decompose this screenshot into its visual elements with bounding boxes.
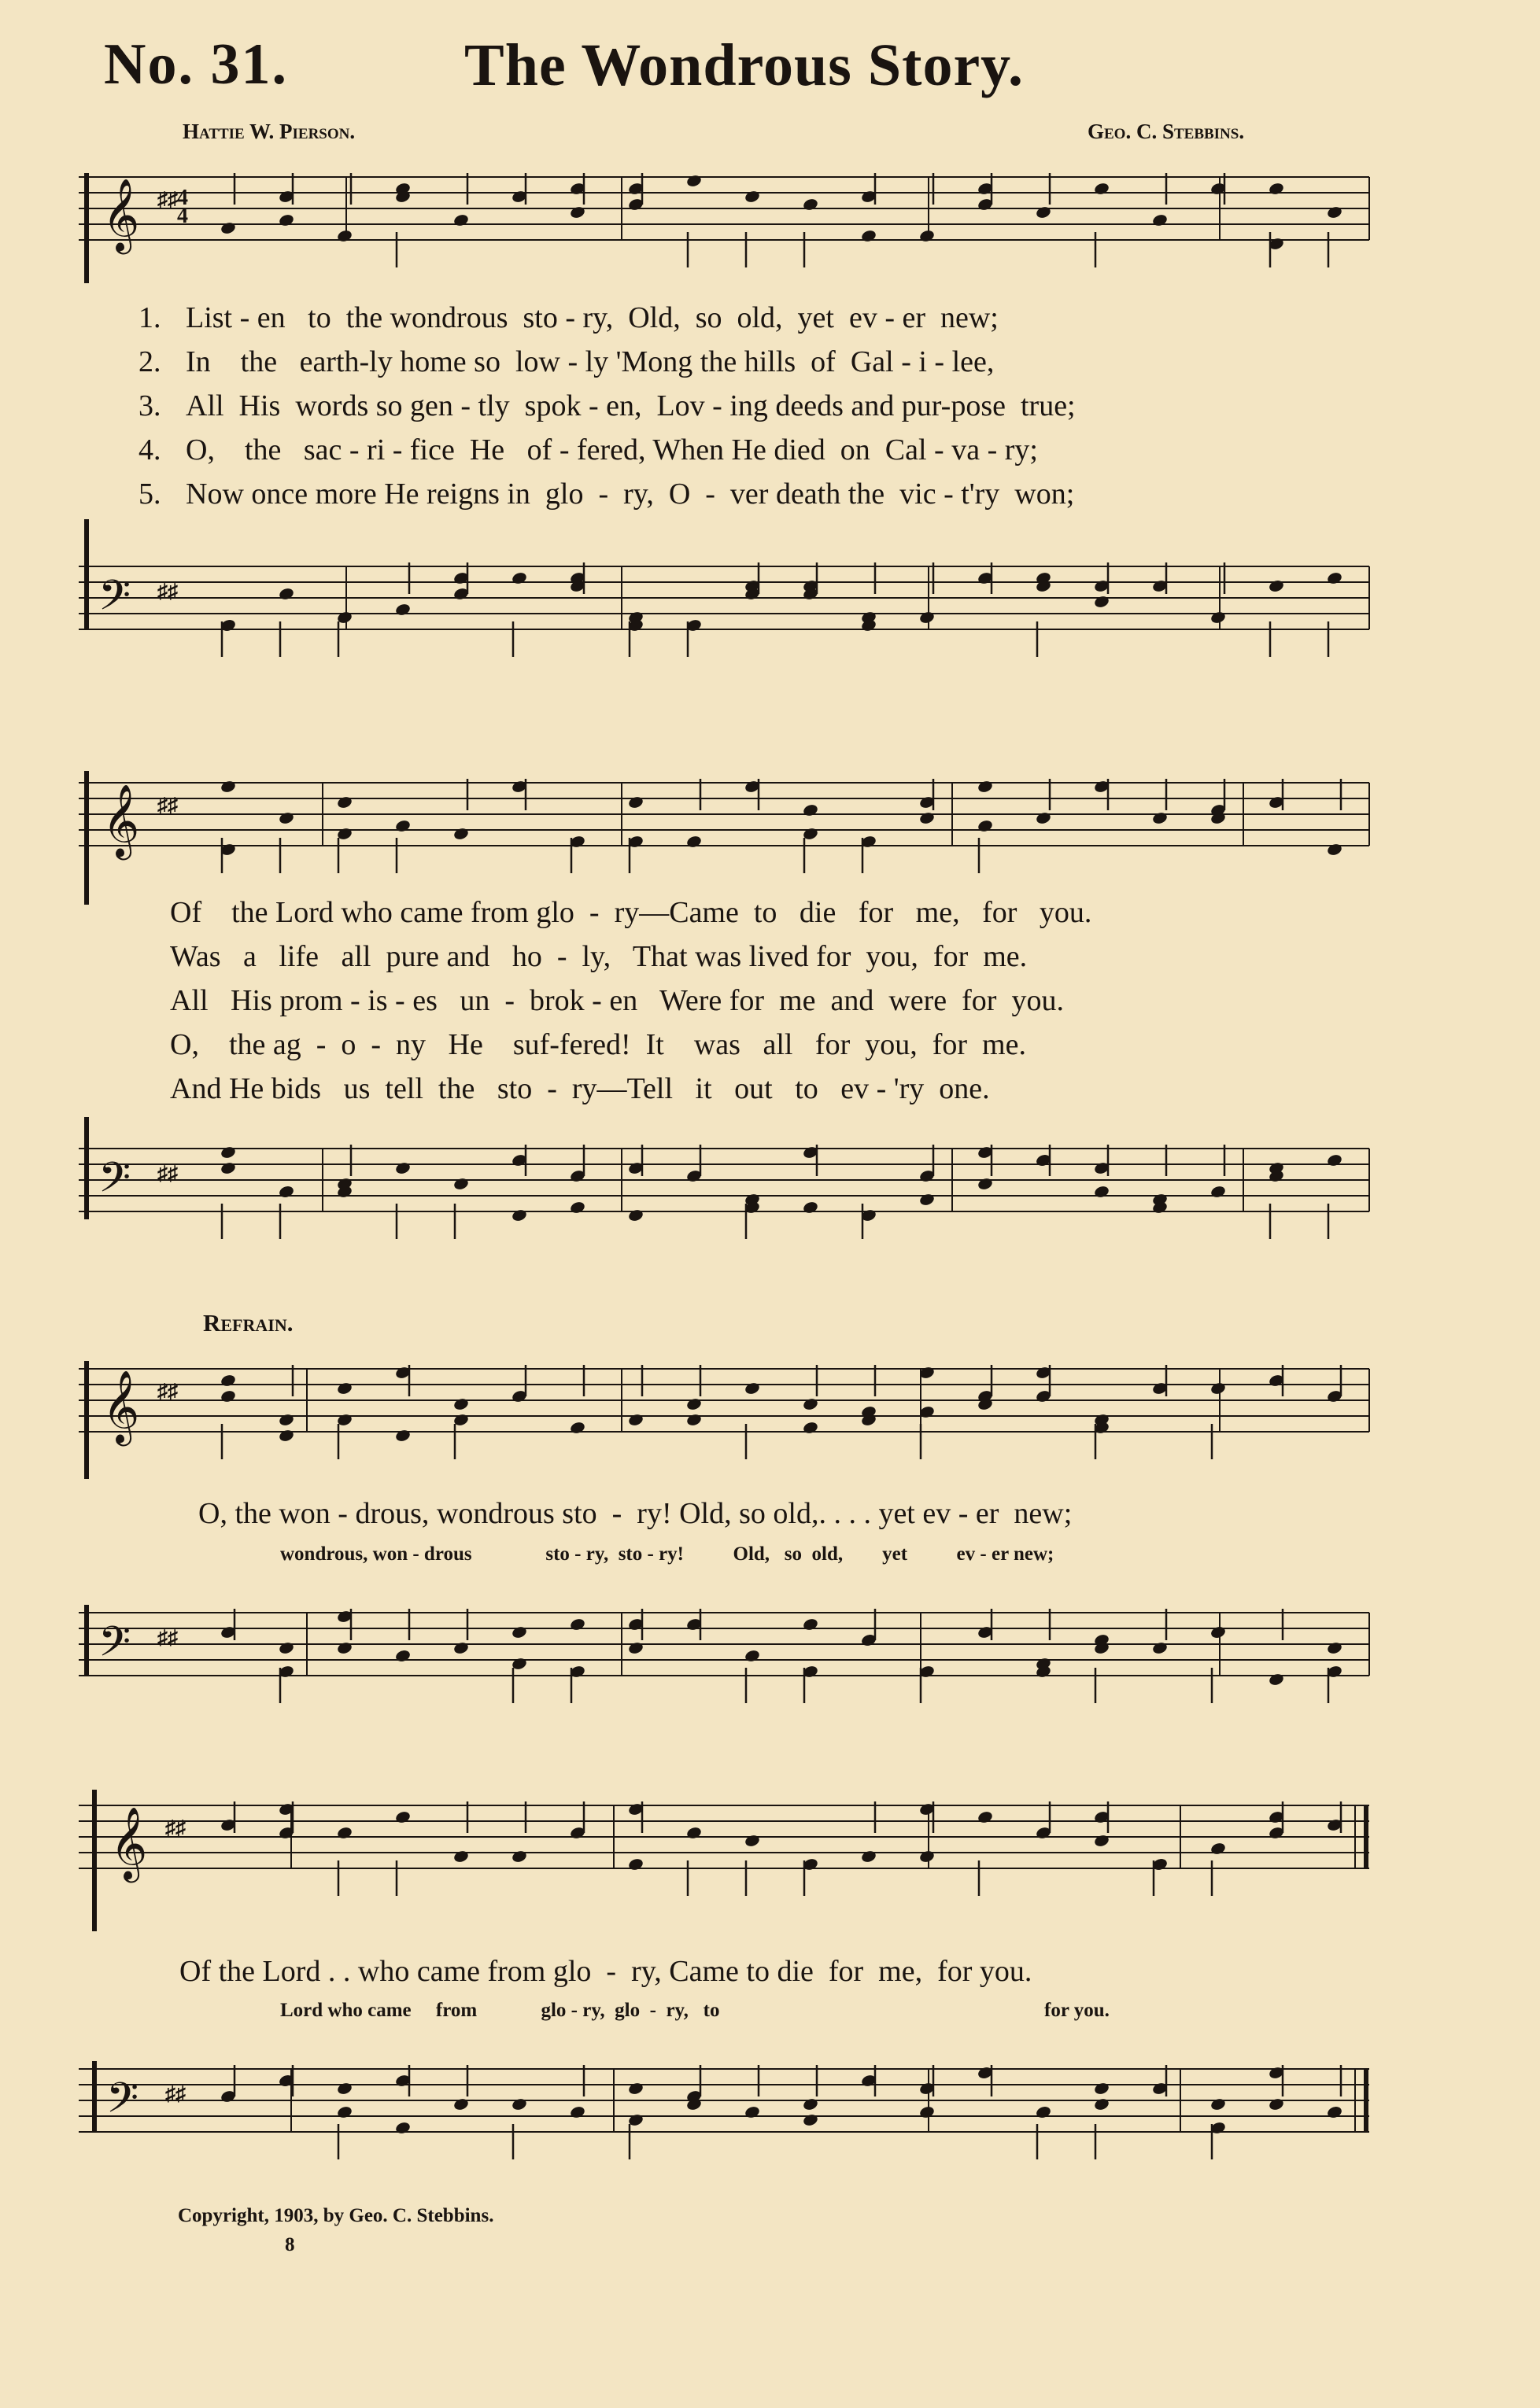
notehead bbox=[1326, 1153, 1342, 1167]
notehead bbox=[1093, 595, 1110, 609]
notes-group bbox=[220, 562, 1342, 657]
notehead bbox=[918, 1849, 935, 1864]
notehead bbox=[627, 795, 644, 809]
notehead bbox=[802, 803, 818, 817]
notehead bbox=[511, 1208, 527, 1222]
page-number: 8 bbox=[285, 2234, 295, 2255]
notehead bbox=[1326, 1641, 1342, 1655]
notehead bbox=[452, 2097, 469, 2111]
notehead bbox=[802, 1421, 818, 1435]
notes-group bbox=[220, 779, 1342, 873]
notehead bbox=[627, 1413, 644, 1427]
notehead bbox=[452, 1641, 469, 1655]
notehead bbox=[685, 1397, 702, 1411]
treble-staff-2 bbox=[79, 747, 1377, 905]
notehead bbox=[278, 587, 294, 601]
notehead bbox=[1093, 2082, 1110, 2096]
notehead bbox=[627, 1857, 644, 1871]
notehead bbox=[452, 1177, 469, 1191]
notehead bbox=[1268, 579, 1284, 593]
notehead bbox=[802, 197, 818, 212]
notehead bbox=[1326, 2105, 1342, 2119]
notehead bbox=[685, 1826, 702, 1840]
svg-text:𝄞: 𝄞 bbox=[110, 1806, 148, 1879]
notehead bbox=[511, 1625, 527, 1639]
copyright-notice: Copyright, 1903, by Geo. C. Stebbins. bbox=[178, 2205, 494, 2226]
notehead bbox=[627, 1208, 644, 1222]
notehead bbox=[569, 1200, 585, 1215]
svg-text:♯♯: ♯♯ bbox=[157, 794, 178, 817]
notehead bbox=[977, 819, 993, 833]
verse-line-4b: O, the ag - o - ny He suf-fered! It was all for you, for me. bbox=[170, 1028, 1026, 1061]
notehead bbox=[336, 1381, 353, 1396]
notehead bbox=[918, 610, 935, 625]
notehead bbox=[1151, 1641, 1168, 1655]
svg-text:𝄢: 𝄢 bbox=[106, 2074, 139, 2133]
refrain-bass-words-2: Lord who came from glo - ry, glo - ry, to for you. bbox=[280, 2000, 1110, 2021]
treble-staff-1 bbox=[79, 142, 1377, 299]
verse-line-5b: And He bids us tell the sto - ry—Tell it out to ev - 'ry one. bbox=[170, 1072, 990, 1105]
verse-line-1b: Of the Lord who came from glo - ry—Came to die for me, for you. bbox=[170, 896, 1092, 929]
notehead bbox=[394, 819, 411, 833]
verse-line-2b: Was a life all pure and ho - ly, That was lived for you, for me. bbox=[170, 940, 1028, 973]
notehead bbox=[918, 1193, 935, 1207]
notes-group bbox=[220, 1801, 1342, 1896]
verse-line-3b: All His prom - is - es un - brok - en Were for me and were for you. bbox=[170, 984, 1064, 1017]
notehead bbox=[977, 1177, 993, 1191]
notehead bbox=[278, 1185, 294, 1199]
notes-group bbox=[220, 1145, 1342, 1239]
notehead bbox=[1093, 1834, 1110, 1848]
verse-line-1a: 1. List - en to the wondrous sto - ry, Old, so old, yet ev - er new; bbox=[138, 301, 999, 334]
notehead bbox=[336, 2105, 353, 2119]
svg-text:𝄢: 𝄢 bbox=[98, 1154, 131, 1212]
notehead bbox=[627, 2082, 644, 2096]
svg-text:♯♯: ♯♯ bbox=[157, 1380, 178, 1403]
notehead bbox=[860, 229, 877, 243]
hymn-title: The Wondrous Story. bbox=[464, 32, 1024, 98]
svg-text:𝄞: 𝄞 bbox=[102, 1370, 140, 1443]
notehead bbox=[278, 1413, 294, 1427]
refrain-bass-words-1: wondrous, won - drous sto - ry, sto - ry! Old, so old, yet ev - er new; bbox=[280, 1543, 1054, 1565]
notehead bbox=[511, 571, 527, 585]
notehead bbox=[278, 811, 294, 825]
notehead bbox=[802, 1200, 818, 1215]
notehead bbox=[511, 2097, 527, 2111]
notehead bbox=[278, 213, 294, 227]
notehead bbox=[860, 1849, 877, 1864]
notehead bbox=[1326, 571, 1342, 585]
notehead bbox=[1035, 811, 1051, 825]
notehead bbox=[744, 1834, 760, 1848]
notehead bbox=[220, 1161, 236, 1175]
notehead bbox=[452, 213, 469, 227]
notehead bbox=[1209, 610, 1226, 625]
notehead bbox=[802, 2097, 818, 2111]
notehead bbox=[1209, 1842, 1226, 1856]
notehead bbox=[744, 2105, 760, 2119]
notehead bbox=[1268, 182, 1284, 196]
notehead bbox=[394, 1429, 411, 1443]
notehead bbox=[569, 1617, 585, 1632]
bass-staff-1 bbox=[79, 519, 1377, 684]
svg-text:4: 4 bbox=[177, 186, 188, 210]
svg-text:𝄢: 𝄢 bbox=[98, 572, 131, 630]
notehead bbox=[452, 1397, 469, 1411]
notehead bbox=[918, 2105, 935, 2119]
notehead bbox=[744, 1381, 760, 1396]
svg-text:𝄞: 𝄞 bbox=[102, 178, 140, 251]
svg-text:♯♯: ♯♯ bbox=[157, 1162, 178, 1185]
notehead bbox=[1035, 2105, 1051, 2119]
notes-group bbox=[220, 1609, 1342, 1703]
notes-group bbox=[220, 1365, 1342, 1459]
notehead bbox=[977, 780, 993, 794]
notehead bbox=[1268, 1672, 1284, 1687]
notehead bbox=[1093, 2097, 1110, 2111]
notehead bbox=[802, 2113, 818, 2127]
bass-staff-3 bbox=[79, 1565, 1377, 1723]
notehead bbox=[220, 221, 236, 235]
svg-text:♯♯: ♯♯ bbox=[157, 188, 178, 211]
notehead bbox=[336, 1826, 353, 1840]
notehead bbox=[220, 780, 236, 794]
notehead bbox=[336, 1641, 353, 1655]
notehead bbox=[220, 1389, 236, 1403]
refrain-label: Refrain. bbox=[203, 1309, 294, 1337]
svg-text:♯♯: ♯♯ bbox=[165, 2082, 186, 2105]
notehead bbox=[452, 827, 469, 841]
notehead bbox=[569, 1421, 585, 1435]
svg-text:𝄞: 𝄞 bbox=[102, 784, 140, 857]
verse-line-5a: 5. Now once more He reigns in glo - ry, O - ver death the vic - t'ry won; bbox=[138, 478, 1075, 511]
notehead bbox=[627, 1641, 644, 1655]
notehead bbox=[336, 229, 353, 243]
notehead bbox=[918, 811, 935, 825]
notehead bbox=[1209, 2097, 1226, 2111]
svg-text:♯♯: ♯♯ bbox=[165, 1816, 186, 1839]
refrain-line-2: Of the Lord . . who came from glo - ry, Came to die for me, for you. bbox=[179, 1955, 1032, 1988]
notehead bbox=[685, 1413, 702, 1427]
svg-text:4: 4 bbox=[177, 204, 188, 228]
notehead bbox=[1209, 1185, 1226, 1199]
notehead bbox=[394, 1161, 411, 1175]
notehead bbox=[220, 1374, 236, 1388]
hymn-number: No. 31. bbox=[104, 32, 288, 97]
notehead bbox=[1035, 205, 1051, 219]
treble-staff-4 bbox=[79, 1774, 1377, 1931]
verse-line-2a: 2. In the earth-ly home so low - ly 'Mong the hills of Gal - i - lee, bbox=[138, 345, 995, 378]
notehead bbox=[569, 2105, 585, 2119]
composer-credit: Geo. C. Stebbins. bbox=[1088, 120, 1245, 143]
notehead bbox=[1268, 2097, 1284, 2111]
notehead bbox=[220, 1145, 236, 1160]
notehead bbox=[394, 1649, 411, 1663]
notehead bbox=[802, 1397, 818, 1411]
notehead bbox=[452, 1849, 469, 1864]
bass-staff-4 bbox=[79, 2022, 1377, 2187]
notehead bbox=[1326, 205, 1342, 219]
lyricist-credit: Hattie W. Pierson. bbox=[183, 120, 356, 143]
notehead bbox=[278, 1641, 294, 1655]
treble-staff-3 bbox=[79, 1337, 1377, 1479]
notehead bbox=[744, 1649, 760, 1663]
bass-staff-2 bbox=[79, 1117, 1377, 1282]
notehead bbox=[394, 2121, 411, 2135]
notehead bbox=[511, 1849, 527, 1864]
refrain-line-1: O, the won - drous, wondrous sto - ry! Old, so old,. . . . yet ev - er new; bbox=[198, 1497, 1073, 1530]
notehead bbox=[1151, 811, 1168, 825]
notehead bbox=[336, 795, 353, 809]
notehead bbox=[1093, 1185, 1110, 1199]
notes-group bbox=[220, 173, 1342, 267]
notehead bbox=[918, 229, 935, 243]
notehead bbox=[685, 174, 702, 188]
notehead bbox=[394, 1810, 411, 1824]
notehead bbox=[977, 1810, 993, 1824]
notehead bbox=[1326, 843, 1342, 857]
notehead bbox=[394, 603, 411, 617]
svg-text:♯♯: ♯♯ bbox=[157, 580, 178, 603]
notes-group bbox=[220, 2065, 1342, 2159]
notehead bbox=[569, 205, 585, 219]
notehead bbox=[1151, 213, 1168, 227]
notehead bbox=[802, 1617, 818, 1632]
verse-line-3a: 3. All His words so gen - tly spok - en, Lov - ing deeds and pur-pose true; bbox=[138, 389, 1076, 422]
notehead bbox=[744, 190, 760, 204]
notehead bbox=[278, 1429, 294, 1443]
svg-text:𝄢: 𝄢 bbox=[98, 1618, 131, 1676]
notehead bbox=[336, 2082, 353, 2096]
verse-line-4a: 4. O, the sac - ri - fice He of - fered, When He died on Cal - va - ry; bbox=[138, 433, 1038, 466]
notehead bbox=[1209, 1625, 1226, 1639]
notehead bbox=[685, 835, 702, 849]
notehead bbox=[1209, 1381, 1226, 1396]
notehead bbox=[1093, 182, 1110, 196]
svg-text:♯♯: ♯♯ bbox=[157, 1626, 178, 1649]
